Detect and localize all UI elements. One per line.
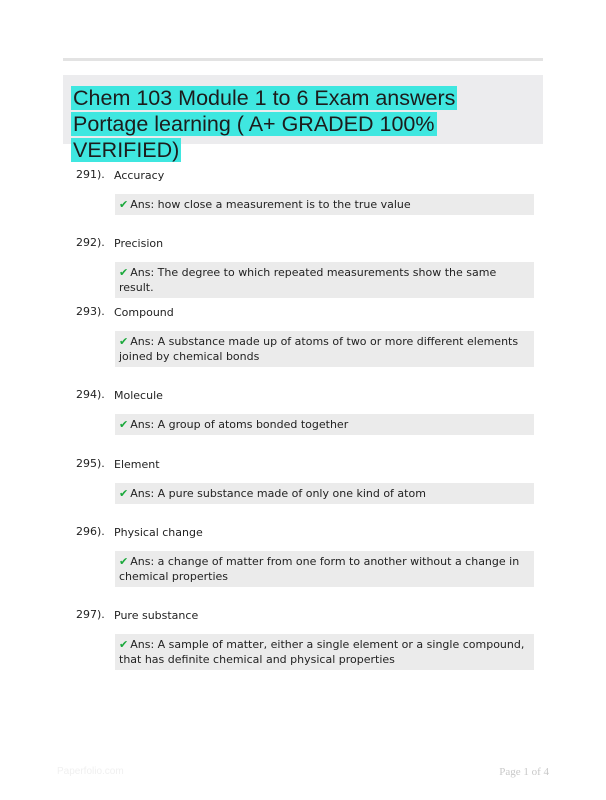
question-number: 291). [76, 168, 105, 181]
title-text: Chem 103 Module 1 to 6 Exam answers Portage learning ( A+ GRADED 100% VERIFIED) [73, 86, 456, 162]
check-icon: ✔ [119, 555, 129, 568]
check-icon: ✔ [119, 487, 129, 500]
question-term: Compound [114, 306, 174, 319]
question-number: 292). [76, 236, 105, 249]
answer-text: Ans: a change of matter from one form to another without a change in chemical properties [119, 555, 520, 583]
answer-box [115, 194, 534, 215]
question-term: Pure substance [114, 609, 199, 622]
answer-text: Ans: how close a measurement is to the true value [130, 198, 411, 211]
answer-box [115, 414, 534, 435]
answer-box [115, 551, 534, 587]
document-title [71, 85, 535, 163]
check-icon: ✔ [119, 198, 129, 211]
answer-text: Ans: The degree to which repeated measurements show the same result. [119, 266, 497, 294]
answer-box [115, 483, 534, 504]
answer-text: Ans: A sample of matter, either a single element or a single compound, that has definite chemical and physical properties [119, 638, 525, 666]
question-term: Precision [114, 237, 164, 250]
check-icon: ✔ [119, 335, 129, 348]
answer-box [115, 634, 534, 670]
question-term: Molecule [114, 389, 163, 402]
answer-box [115, 331, 534, 367]
page-number: Page 1 of 4 [499, 766, 549, 778]
question-term: Element [114, 458, 160, 471]
question-number: 297). [76, 608, 105, 621]
title-box [63, 75, 543, 162]
top-divider [63, 58, 543, 61]
question-term: Physical change [114, 526, 203, 539]
question-term: Accuracy [114, 169, 165, 182]
check-icon: ✔ [119, 418, 129, 431]
answer-text: Ans: A pure substance made of only one kind of atom [130, 487, 426, 500]
question-number: 293). [76, 305, 105, 318]
answer-text: Ans: A group of atoms bonded together [130, 418, 349, 431]
answer-text: Ans: A substance made up of atoms of two or more different elements joined by chemical bonds [119, 335, 519, 363]
watermark-text: Paperfolio.com [57, 766, 124, 777]
check-icon: ✔ [119, 266, 129, 279]
check-icon: ✔ [119, 638, 129, 651]
answer-box [115, 262, 534, 298]
question-number: 294). [76, 388, 105, 401]
question-number: 296). [76, 525, 105, 538]
question-number: 295). [76, 457, 105, 470]
